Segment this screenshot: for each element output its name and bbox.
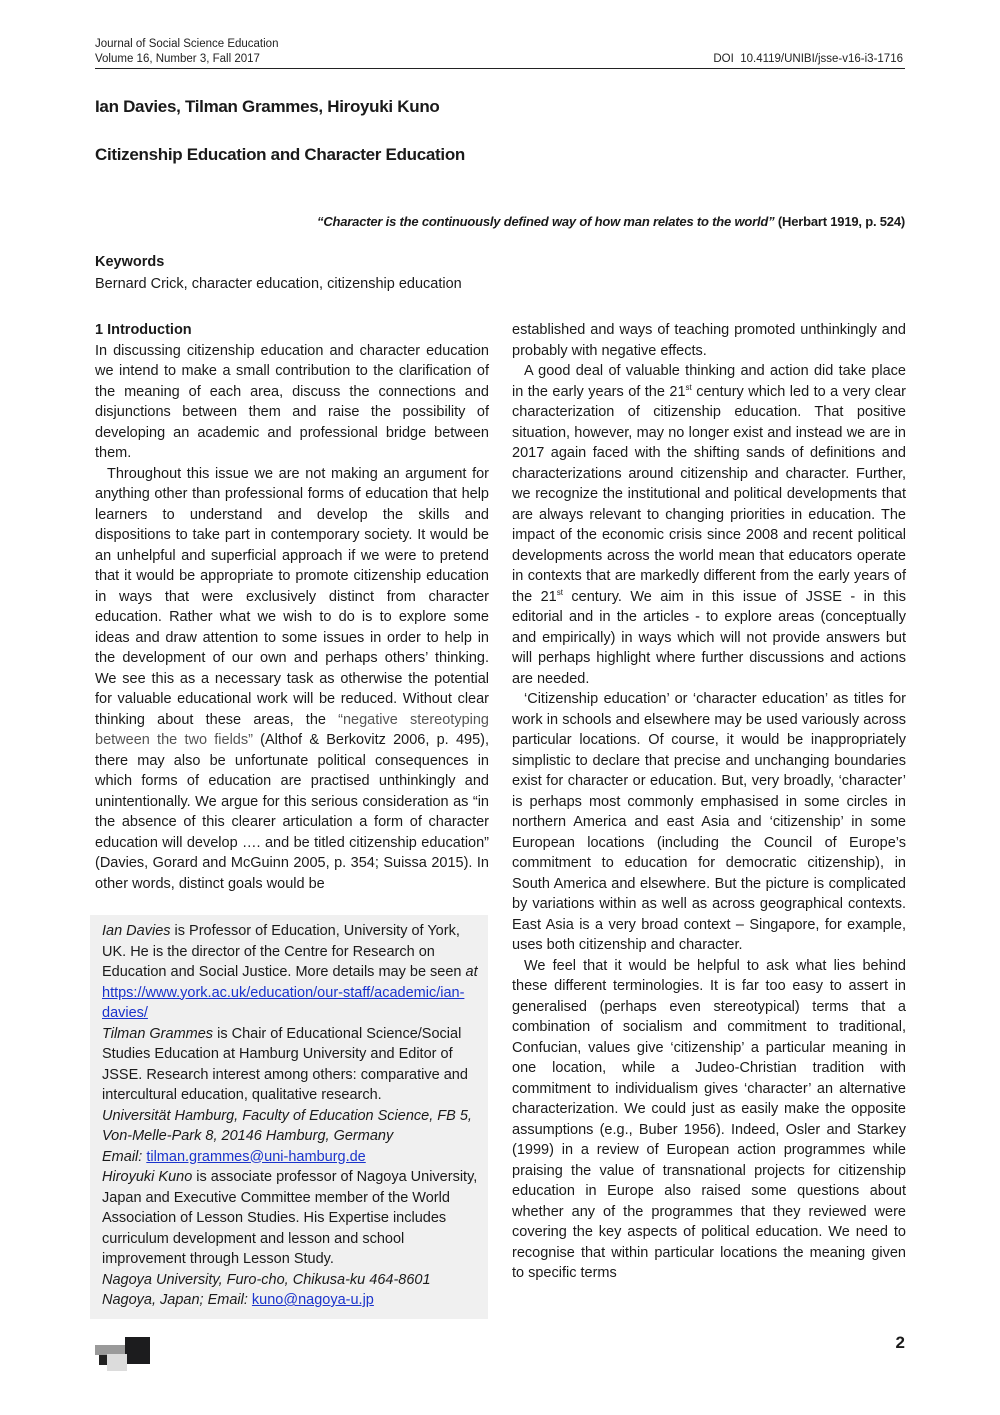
paragraph-text: century. We aim in this issue of JSSE - in this editorial and in the articles - to explore areas (conceptually and empirically) in ways which will not provide answers but will perhaps highlight where further discussions and actions are needed. (512, 588, 906, 687)
bio-text: at (465, 964, 478, 980)
bio-text: is Professor of Education, University of York, UK. He is the director of the Centre for Research on Education and Social Justice. More details may be seen (102, 923, 466, 980)
bio-text: is associate professor of Nagoya University, Japan and Executive Committee member of the World Association of Lesson Studies. His Expertise includes curriculum development and lesson and school improvement through Lesson Study. (102, 1169, 478, 1267)
volume-info: Volume 16, Number 3, Fall 2017 (95, 53, 260, 65)
kuno-email-link[interactable]: kuno@nagoya-u.jp (251, 1292, 374, 1308)
paragraph (95, 464, 489, 895)
paragraph-text: (Althof & Berkovitz 2006, p. 495), there may also be unfortunate political consequences in which forms of education are practised unthinkingly and unintentionally. We argue for this serious consideration as “in the absence of this clearer articulation a form of character education will develop …. and be titled citizenship education” (Davies, Gorard and McGuinn 2005, p. 354; Suissa 2015). In other words, distinct goals would be (95, 732, 489, 892)
quoted-text: “negative stereotyping between the two fields” (95, 711, 489, 748)
grammes-address: Universität Hamburg, Faculty of Education Science, FB 5, Von-Melle-Park 8, 20146 Hamburg, Germany (102, 1107, 472, 1144)
paragraph-text: A good deal of valuable thinking and action did take place in the early years of the 21 (512, 363, 906, 400)
superscript: st (556, 587, 563, 597)
paragraph-text: century which led to a very clear characterization of citizenship education. That positive situation, however, may no longer exist and instead we are in 2017 again faced with the shifting sands of definitions and characterizations around citizenship and character. Further, we recognize the institutional and political developments that are always relevant to changing priorities in education. The impact of the economic crisis since 2008 and recent political developments across the world mean that educators operate in contexts that are markedly different from the early years of the 21 (512, 383, 906, 605)
davies-profile-link[interactable]: https://www.york.ac.uk/education/our-staff/academic/ian-davies/ (102, 984, 465, 1021)
left-column (95, 320, 489, 894)
kuno-address: Nagoya University, Furo-cho, Chikusa-ku 464-8601 Nagoya, Japan; Email: (102, 1271, 431, 1308)
epigraph (317, 214, 905, 229)
right-column (512, 320, 906, 1284)
article-authors: Ian Davies, Tilman Grammes, Hiroyuki Kuno (95, 97, 440, 116)
doi (713, 52, 903, 67)
section-heading-introduction: 1 Introduction (95, 322, 192, 338)
author-name: Hiroyuki Kuno (102, 1169, 193, 1185)
kuno-address-line (102, 1270, 482, 1311)
article-title: Citizenship Education and Character Education (95, 145, 465, 164)
paragraph: In discussing citizenship education and character education we intend to make a small contribution to the clarification of the meaning of each area, discuss the connections and disjunctions between them and raise the possibility of developing an academic and professional bridge between them. (95, 342, 489, 461)
journal-logo-icon (95, 1337, 151, 1371)
bio-kuno (102, 1167, 482, 1270)
grammes-email-link[interactable]: tilman.grammes@uni-hamburg.de (146, 1148, 366, 1165)
header-rule (95, 68, 905, 69)
paragraph-text: Throughout this issue we are not making an argument for anything other than professional forms of education that help learners to understand and develop the skills and dispositions to take part in contemporary society. It would be an unhelpful and superficial approach if we were to pretend that it would be appropriate to promote citizenship education in ways that were exclusively distinct from character education. Rather what we wish to do is to explore some ideas and draw attention to some issues in order to help in the development of our own and perhaps others’ thinking. We see this as a necessary task as otherwise the potential for valuable educational work will be reduced. Without clear thinking about these areas, the (95, 465, 489, 728)
epigraph-quote: “Character is the continuously defined way of how man relates to the world” (317, 214, 775, 229)
journal-name: Journal of Social Science Education (95, 38, 279, 50)
author-bio-box (90, 915, 488, 1319)
doi-label: DOI (713, 53, 734, 65)
epigraph-source: (Herbart 1919, p. 524) (777, 214, 905, 229)
bio-grammes (102, 1024, 482, 1106)
keywords-heading: Keywords (95, 254, 165, 270)
superscript: st (685, 382, 692, 392)
page-number: 2 (895, 1333, 905, 1352)
doi-value: 10.4119/UNIBI/jsse-v16-i3-1716 (740, 53, 903, 65)
running-header (95, 37, 903, 67)
keywords-list: Bernard Crick, character education, citizenship education (95, 276, 462, 292)
paragraph: We feel that it would be helpful to ask what lies behind these different terminologies. It is far too easy to assert in generalised (perhaps even stereotypical) terms that a combination of socialism and commitment to traditional, Confucian, values give ‘citizenship’ a particular meaning in one location, while a Judeo-Christian tradition with commitment to individualism gives ‘character’ an alternative characterization. We could just as easily make the opposite assumptions (e.g., Buber 1956). Indeed, Osler and Starkey (1999) in a review of European action programmes while praising the value of transnational projects for citizenship education in Europe also raised some questions about whether any of the programmes that they reviewed were covering the key aspects of political education. We need to recognise that within particular locations the meaning given to specific terms (512, 957, 906, 1281)
bio-davies (102, 921, 482, 1024)
bio-text: is Chair of Educational Science/Social Studies Education at Hamburg University and Editor of JSSE. Research interest among others: comparative and intercultural education, qualitative research. (102, 1025, 468, 1103)
author-name: Tilman Grammes (102, 1025, 214, 1042)
grammes-email-line (102, 1147, 482, 1168)
paragraph: established and ways of teaching promoted unthinkingly and probably with negative effects. (512, 322, 906, 359)
author-name: Ian Davies (102, 923, 171, 939)
email-label: Email: (102, 1148, 143, 1165)
paragraph (512, 361, 906, 689)
paragraph: ‘Citizenship education’ or ‘character education’ as titles for work in schools and elsewhere may be used variously across particular locations. Of course, it would be inappropriately simplistic to declare that precise and unchanging boundaries exist for character or education. But, very broadly, ‘character’ is perhaps most commonly emphasised in some circles in northern America and east Asia and ‘citizenship’ in some European locations (including the Council of Europe’s commitment to education for democratic citizenship), in South America and elsewhere. But the picture is complicated by variations within as well as across geographical contexts. East Asia is a very broad context – Singapore, for example, uses both citizenship and character. (512, 691, 906, 953)
